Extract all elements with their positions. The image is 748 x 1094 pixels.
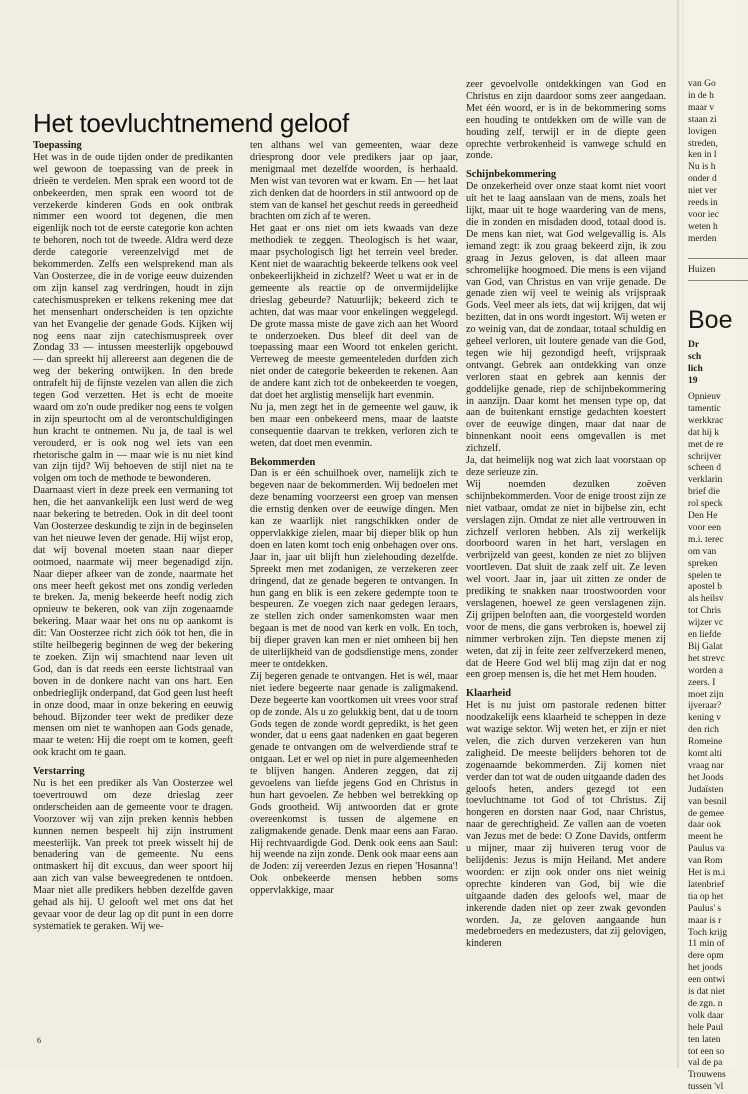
adjacent-page-line: schrijver <box>688 451 722 462</box>
section-heading: Bekommerden <box>250 456 316 468</box>
adjacent-page-line: Bij Galat <box>688 641 723 652</box>
adjacent-page-line: dat hij k <box>688 427 720 438</box>
paragraph: Nu is het een prediker als Van Oosterzee wel toevertrouwd om deze drieslag zeer onderscheiden aan de gemeente voor te dragen. Voorzover wij van zijn preken kennis hebben kunnen nemen bespeelt hij zijn instrument meesterlijk. Van preek tot preek wisselt hij de benadering van de gemeente. Nu eens ontmaskert hij dit excuus, dan weer spoort hij aan zich van valse beweegredenen te ontdoen. Maar niet alle predikers hebben dezelfde gaven gehad als hij. U gelooft wel met ons dat het gevaar voor de deur lag op dit punt in een dorre systematiek te geraken. Wij we- <box>33 778 233 932</box>
adjacent-page-line: het strevc <box>688 653 725 664</box>
article-column-1 <box>33 140 233 933</box>
adjacent-page-line: van Rom <box>688 856 723 867</box>
adjacent-page-line: moet zijn <box>688 689 724 700</box>
paragraph: Ja, dat heimelijk nog wat zich laat voorstaan op deze serieuze zin. <box>466 455 666 478</box>
adjacent-page-line: dere opm <box>688 951 724 962</box>
adjacent-page-line: tia op het <box>688 891 724 902</box>
article-column-3 <box>466 79 666 950</box>
adjacent-page-heading: Boe <box>688 306 733 334</box>
adjacent-page-line: lovigen <box>688 126 717 137</box>
section-heading: Schijnbekommering <box>466 169 557 181</box>
adjacent-page-line: het joods <box>688 963 723 974</box>
adjacent-page-line: spelen te <box>688 570 722 581</box>
adjacent-page-line: Judaïsten <box>688 784 724 795</box>
adjacent-page-line: weten h <box>688 221 718 232</box>
adjacent-page-line: latenbrief <box>688 879 725 890</box>
adjacent-page-line: de zgn. n <box>688 998 723 1009</box>
adjacent-page-line: sch <box>688 351 702 362</box>
adjacent-page-line: en liefde <box>688 630 721 640</box>
section-heading: Klaarheid <box>466 688 512 700</box>
adjacent-page-line: Nu is h <box>688 162 716 173</box>
adjacent-page-line: van Go <box>688 79 716 89</box>
adjacent-page-line: spreken <box>688 558 718 569</box>
paragraph: De onzekerheid over onze staat komt niet voort uit het te laag aanslaan van de mens, zoals het lijkt, maar uit te hoge waardering van de mens, die in zonden en misdaden dood, totaal dood is. De mens kan niet, wat God welgevallig is. Als iemand zegt: ik zou graag bekeerd zijn, ik zou graag in Jezus geloven, is dat alleen maar schromelijke hoogmoed. Die mens is een vijand van God, van Christus en van vrije genade. De genade zien wij veel te weinig als vrijspraak Gods. Veel meer als iets, dat wij krijgen, dat wij bezitten, dat in ons wordt ingestort. Wij weten er zo weinig van, dat de zondaar, totaal schuldig en geheel verloren, uit loutere genade van die God, tegen wie hij gezondigd heeft, vrijspraak ontvangt. Gebrek aan ontdekking van onze verloren staat en gebrek aan kennis der goddelijke genade, riep de schijnbekommering in aanzijn. Daar komt het mensen type op, dat aan de buitenkant ernstige gedachten koestert over de eeuwige dingen, maar dat naar de binnenkant nooit eens omgevallen is met zichzelf. <box>466 181 666 455</box>
adjacent-page-line: tot Chris <box>688 606 721 617</box>
adjacent-page-line: 11 min of <box>688 939 725 950</box>
adjacent-page-line: als heilsv <box>688 594 724 605</box>
section-heading: Verstarring <box>33 766 85 778</box>
adjacent-page-line: een ontwi <box>688 975 726 986</box>
adjacent-page-line: verklarin <box>688 475 723 486</box>
adjacent-page-line: Romeine <box>688 737 723 748</box>
adjacent-page-line: apostel b <box>688 582 723 593</box>
adjacent-page-line: Paulus va <box>688 844 725 855</box>
paragraph: Daarnaast viert in deze preek een vermaning tot hen, die het aanvankelijk een lust werd de weg naar bekering te betreden. Ook in dit deel toont Van Oosterzee deskundig te zijn in de beginselen van het nieuwe leven der genade. Hij wijst erop, dat wij bovenal moeten staan naar dieper ootmoed, naarmate wij meer begenadigd zijn. Naar dieper afkeer van de zonde, naarmate het ons meer heeft gekost met ons zondig verleden te breken. Ja, menig bekeerde heeft nodig zich opnieuw te bekeren, ook van zijn zogenaamde bekering. Maar waar het ons nu op aankomt is dit: Van Oosterzee richt zich óók tot hen, die in stilte heilbegerig beginnen de weg der bekering te zoeken. Zijn wij smachtend naar leven uit God, dan is dat reeds een eerste lichtstraal van boven in de donkere nacht van ons hart. Een onbedrieglijk onderpand, dat God geen lust heeft in onze dood, maar in onze bekering en eeuwig behoud. Bijzonder teer wekt de prediker deze mensen om niet te wanhopen aan Gods genade, maar te weten: Hij die roept om te komen, geeft ook kracht om te gaan. <box>33 485 234 759</box>
adjacent-page-line: reeds in <box>688 198 718 208</box>
adjacent-page-line: meent he <box>688 832 723 843</box>
adjacent-page-caption: Huizen <box>688 265 716 275</box>
article-title: Het toevluchtnemend geloof <box>33 108 349 138</box>
adjacent-page-line: maar is r <box>688 915 722 926</box>
paragraph: Wij noemden dezulken zoëven schijnbekommerden. Voor de enige troost zijn ze niet vatbaar, omdat ze niet in bijbelse zin, echt verslagen zijn. Omdat ze niet alle vertrouwen in zichzelf verloren hebben. Als zij werkelijk doorboord waren in het hart, verslagen en verbrijzeld van geest, konden ze niet zo blijven voortleven. Dat sluit de zaak zelf uit. Ze leven wel voort. Jaar in, jaar uit zitten ze onder de prediking te snakken naar troostwoorden voor verslagenen, hoewel ze geen verslagenen zijn. Zij grijpen beloften aan, die voorgesteld worden voor de mens, die gans verbroken is, hoewel zij nimmer verbroken zijn. Ten diepste menen zij weten, dat zij in feite zeer zelfverzekerd menen, dat de Heere God wel blij mag zijn dat er nog een groep mensen is, die het met Hem houden. <box>466 478 666 681</box>
paragraph: Nu ja, men zegt het in de gemeente wel gauw, ik ben maar een onbekeerd mens, maar de laatste consequentie daarvan te trekken, verloren zich te weten, dat doet men evenmin. <box>250 401 458 449</box>
adjacent-page-line: brief die <box>688 487 720 498</box>
adjacent-page-line: rol speck <box>688 499 723 510</box>
adjacent-page-line: Toch krijg <box>688 927 728 938</box>
adjacent-page-line: lich <box>688 363 703 374</box>
adjacent-page-line: het Joods <box>688 772 724 783</box>
adjacent-page-line: hele Paul <box>688 1022 724 1033</box>
adjacent-page-line: kening v <box>688 713 721 724</box>
paragraph: Dan is er één schuilhoek over, namelijk zich te begeven naar de bekommerden. Wij bedoelen met deze benaming voorzeerst een groep van mensen die ernstig denken over de eeuwige dingen. Men kan ze waarlijk niet rangschikken onder de oppervlakkige zielen, maar bij dieper blik op hun doen en laten komt toch enig onbehagen over ons. Jaar in, jaar uit blijft hun zielehouding dezelfde. Spreekt men met zodanigen, ze verzekeren zeer dringend, dat ze genade begeren te ontvangen. In hun gang en blik is een zekere gedempte toon te bespeuren. Ze voegen zich naar gedegen leraars, ze stellen zich onder samenkomsten waar men begaan is met de nood van kerk en volk. En toch, bij dieper graven kan men er niet omheen bij hen de uiterlijkheid van de godsdienstige mens, zonder meer te ontdekken. <box>250 468 458 670</box>
adjacent-page-line: voor iec <box>688 209 719 220</box>
adjacent-page-line: werkkrac <box>688 415 724 426</box>
divider <box>688 258 748 259</box>
adjacent-page-line: m.i. terec <box>688 534 724 545</box>
paragraph: zeer gevoelvolle ontdekkingen van God en Christus en zijn daardoor soms zeer aangedaan. Met één woord, er is in de bekommering soms een houding te ontdekken om de wille van de houding zelf, terwijl er in de diepte geen oprechte verbrokenheid is vanwege schuld en zonde. <box>466 79 666 162</box>
adjacent-page-line: Den He <box>688 511 718 521</box>
adjacent-page-line: merden <box>688 233 717 244</box>
paragraph: Het was in de oude tijden onder de predikanten wel gewoon de toepassing van de preek in drieën te verdelen. Men sprak een woord tot de onbekeerden, men sprak een woord tot de verzekerde kinderen Gods en ook ontbrak nimmer een woord tot degenen, die men eigenlijk noch tot de eerste categorie kon achten te behoren, noch tot de tweede. Aldra werd deze derde categorie vereenzelvigd met de bekommerden. Zelfs een welsprekend man als Van Oosterzee, die in de vorige eeuw duizenden om zijn kansel zag verdringen, houdt in zijn catechismuspreken er telkens rekening mee dat het mensenhart onderscheiden is ten opzichte van het Evangelie der genade Gods. Kijken wij nog eens naar zijn catechismuspreek over Zondag 33 — intussen meesterlijk opgebouwd — dan spreekt hij allereerst aan degenen die de weg der bekering ontwijken. In den brede ontrafelt hij de fijnste vezelen van allen die zich tegen God verzetten. Het is echt de moeite waard om zo'n oude prediker nog eens te volgen in zijn speurtocht om al de verontschuldigingen hun kracht te ontnemen. Nu ja, de taal is wel verouderd, er is ook nog wel iets van een rhetorische galm in — maar wie is nu niet kind van zijn tijd? Wij behoeven de stijl niet na te volgen om toch de methode te bewonderen. <box>33 151 233 485</box>
adjacent-page-line: tot een so <box>688 1046 725 1057</box>
adjacent-page-line: ten laten <box>688 1034 721 1045</box>
paragraph: Het is nu juist om pastorale redenen bitter noodzakelijk eens klaarheid te scheppen in deze wat wazige sektor. Wij weten het, er zijn er niet velen, die zich durven verzekeren van hun zaligheid. De meeste belijders behoren tot de zogenaamde bekommerden. Zij komen niet verder dan tot wat de ouden uitgaande daden des geloofs heten, anders gezegd tot een toevluchtname tot God of tot Christus. Zij hongeren en dorsten naar God, naar Christus, naar de gerechtigheid. Ze vallen aan de voeten van Jezus met de bede: O Zone Davids, ontferm u mijner, maar zij huiveren terug voor de belijdenis: Jezus is mijn Heiland. Met andere woorden: er zijn ook onder ons niet weinig oprechte kinderen van God, bij wie die uitgaande daden des geloofs wel, maar de inkerende daden niet op zeer zwak gevonden worden. Ja, ze geloven aangaande hun medebroeders en medezusters, dat zij gelovigen, kinderen <box>466 700 666 950</box>
adjacent-page-line: maar v <box>688 102 715 113</box>
adjacent-page-line: zeers. I <box>688 677 716 688</box>
adjacent-page-fragment <box>684 0 738 1093</box>
adjacent-page-line: Trouwens <box>688 1070 726 1081</box>
paragraph: Zij begeren genade te ontvangen. Het is wél, maar niet iedere begeerte naar genade is zaligmakend. Deze begeerte kan voortkomen uit vrees voor straf op de zonde. Als u zo gelukkig bent, dat u de toorn Gods tegen de zonde wordt gepredikt, is het geen wonder, dat u eens gaat nadenken en gaat begeren genade te ontvangen om de welverdiende straf te ontgaan. Let er wel op niet in pure algemeenheden te blijven hangen. Anderen zeggen, dat zij gevoelens van liefde jegens God en Christus in hun hart gevoelen. Ze hebben wel betrekking op Gods grootheid. Wij antwoorden dat er grote overeenkomst is tussen de algemene en zaligmakende genade. Denk maar eens aan Farao. Hij rechtvaardigde God. Denk ook eens aan Saul: hij weende na zijn zonde. Denk ook maar eens aan de Joden: zij vereerden Jezus en riepen 'Hosanna'! Ook onbekeerde mensen hebben soms oppervlakkige, maar <box>250 670 458 897</box>
adjacent-page-line: ijveraar? <box>688 701 722 712</box>
adjacent-page-line: tussen 'vl <box>688 1082 724 1093</box>
adjacent-page-line: val de pa <box>688 1058 723 1069</box>
adjacent-page-line: ken in l <box>688 150 717 161</box>
adjacent-page-line: staan zi <box>688 114 717 125</box>
divider <box>688 280 748 281</box>
paragraph: ten althans wel van gemeenten, waar deze driesprong door vele predikers jaar op jaar, menigmaal met dezelfde woorden, is herhaald. Men wist van tevoren wat er kwam. En — het laat zich denken dat de hoorders in stil antwoord op de stem van de kansel het geschut reeds in gereedheid brachten om zich af te weren. <box>250 140 458 223</box>
adjacent-page-line: volk daar <box>688 1010 724 1021</box>
page-gutter <box>677 0 684 1068</box>
page-number: 6 <box>37 1036 41 1045</box>
adjacent-page-line: onder d <box>688 174 717 185</box>
adjacent-page-line: daar ook <box>688 820 721 831</box>
adjacent-page-line: met de re <box>688 439 724 450</box>
adjacent-page-line: Het is m.i <box>688 868 726 878</box>
adjacent-page-line: voor een <box>688 522 721 533</box>
adjacent-page-line: den rich <box>688 725 719 736</box>
adjacent-page-line: de gemee <box>688 808 725 819</box>
adjacent-page-line: van besnil <box>688 796 727 807</box>
adjacent-page-line: Paulus' s <box>688 903 722 914</box>
article-column-2 <box>250 140 458 897</box>
adjacent-page-line: streden, <box>688 138 718 149</box>
adjacent-page-line: Dr <box>688 340 700 350</box>
adjacent-page-line: scheen d <box>688 463 721 474</box>
section-heading: Toepassing <box>33 140 82 151</box>
adjacent-page-line: komt alti <box>688 749 723 759</box>
adjacent-page-line: wijzer vc <box>688 618 724 629</box>
adjacent-page-line: is dat niet <box>688 987 725 997</box>
adjacent-page-line: tamentic <box>688 403 721 414</box>
adjacent-page-line: niet ver <box>688 186 717 197</box>
adjacent-page-line: in de h <box>688 90 714 101</box>
paragraph: Het gaat er ons niet om iets kwaads van deze methodiek te zeggen. Theologisch is het waar, maar psychologisch ligt het terrein veel breder. Kent niet de waarachtig bekeerde telkens ook veel onbekeerlijkheid in zichzelf? Weet u wat er in de gemeente als reactie op de onvermijdelijke drieslag gebeurde? Natuurlijk; bekeerd zich te achten, dat was maar voor enkelingen weggelegd. De grote massa miste de gave zich aan het Woord te onderzoeken. Dus bleef dit deel van de toepassing maar een Woord tot enkelen gericht. Verreweg de meeste gemeenteleden durfden zich niet onder de categorie bekeerden te rekenen. Aan de andere kant zich tot de onbekeerden te voegen, dat doet het arglistig menselijk hart evenmin. <box>250 223 458 402</box>
adjacent-page-line: 19 <box>688 375 698 386</box>
adjacent-page-line: worden a <box>688 665 724 676</box>
adjacent-page-line: om van <box>688 546 717 557</box>
adjacent-page-line: Opnieuv <box>688 392 721 402</box>
adjacent-page-line: vraag nar <box>688 760 724 771</box>
